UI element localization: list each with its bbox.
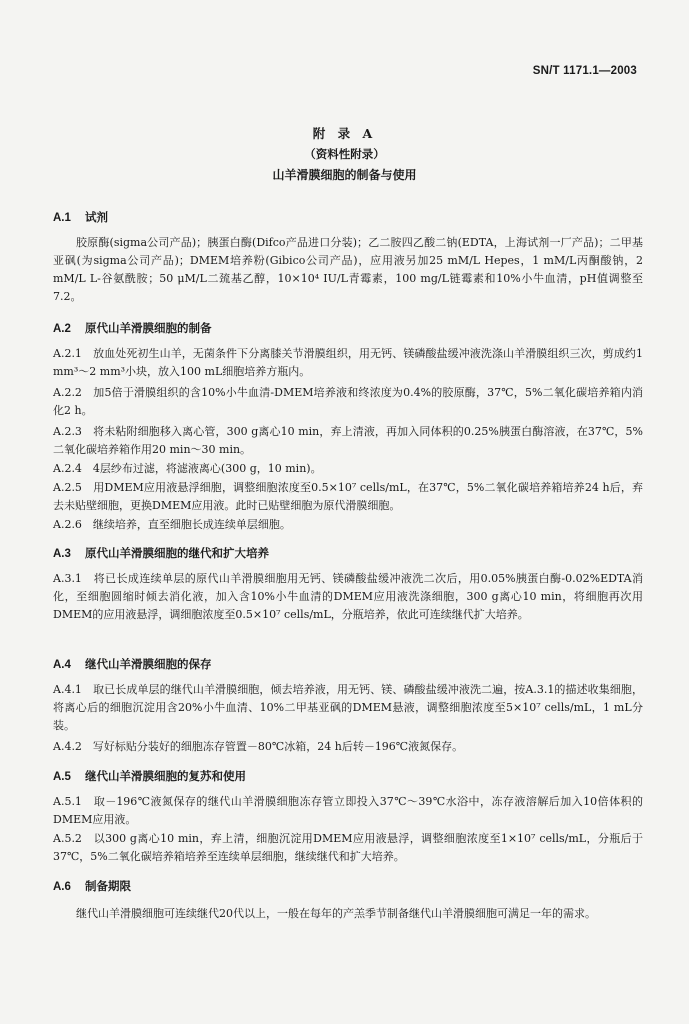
- section-heading-a5: [53, 768, 246, 784]
- paragraph-a5-2: A.5.2 以300 g离心10 min，弃上清，细胞沉淀用DMEM应用液悬浮，调整细胞浓度至1×10⁷ cells/mL，分瓶后于37℃，5%二氧化碳培养箱培养至连续单层细胞，继续继代和扩大培养。: [53, 832, 643, 863]
- section-title: 试剂: [85, 212, 108, 224]
- appendix-note: （资料性附录）: [304, 147, 385, 161]
- section-title: 继代山羊滑膜细胞的复苏和使用: [85, 771, 246, 783]
- section-number: A.4: [53, 659, 71, 671]
- paragraph-a2-4: A.2.4 4层纱布过滤，将滤液离心(300 g，10 min)。: [53, 462, 322, 475]
- section-heading-a1: [53, 209, 108, 225]
- paragraph-a6: 继代山羊滑膜细胞可连续继代20代以上，一般在每年的产羔季节制备继代山羊滑膜细胞可满足一年的需求。: [76, 907, 596, 920]
- section-title: 原代山羊滑膜细胞的继代和扩大培养: [85, 548, 269, 560]
- section-number: A.6: [53, 881, 71, 893]
- appendix-title: 山羊滑膜细胞的制备与使用: [272, 168, 417, 182]
- section-number: A.2: [53, 323, 71, 335]
- document-code: SN/T 1171.1—2003: [532, 65, 637, 77]
- paragraph-a2-3: A.2.3 将未粘附细胞移入离心管，300 g离心10 min，弃上清液，再加入同体积的0.25%胰蛋白酶溶液，在37℃，5%二氧化碳培养箱作用20 min～30 min。: [53, 425, 643, 456]
- section-heading-a6: [53, 878, 131, 894]
- paragraph-a4-2: A.4.2 写好标贴分装好的细胞冻存管置－80℃冰箱，24 h后转－196℃液氮保存。: [53, 740, 464, 753]
- paragraph-a2-2: A.2.2 加5倍于滑膜组织的含10%小牛血清-DMEM培养液和终浓度为0.4%的胶原酶，37℃，5%二氧化碳培养箱内消化2 h。: [53, 386, 643, 417]
- section-heading-a2: [53, 320, 212, 336]
- paragraph-a2-1: A.2.1 放血处死初生山羊，无菌条件下分离膝关节滑膜组织，用无钙、镁磷酸盐缓冲液洗涤山羊滑膜组织三次，剪成约1 mm³～2 mm³小块，放入100 mL细胞培养方瓶内。: [53, 347, 643, 378]
- paragraph-a2-5: A.2.5 用DMEM应用液悬浮细胞，调整细胞浓度至0.5×10⁷ cells/mL，在37℃，5%二氧化碳培养箱培养24 h后，弃去未贴壁细胞，更换DMEM应用液。此时已贴壁细胞为原代滑膜细胞。: [53, 481, 643, 512]
- paragraph-reagents: 胶原酶(sigma公司产品)；胰蛋白酶(Difco产品进口分装)；乙二胺四乙酸二钠(EDTA，上海试剂一厂产品)；二甲基亚砜(为sigma公司产品)；DMEM培养粉(Gibico公司产品)，应用液另加25 mM/L Hepes，1 mM/L丙酮酸钠，2 mM/L L-谷氨酰胺；50 μM/L二巯基乙醇，10×10⁴ IU/L青霉素，100 mg/L链霉素和10%小牛血清，pH值调整至7.2。: [53, 236, 643, 303]
- section-number: A.3: [53, 548, 71, 560]
- section-number: A.5: [53, 771, 71, 783]
- paragraph-a4-1: A.4.1 取已长成单层的继代山羊滑膜细胞，倾去培养液，用无钙、镁、磷酸盐缓冲液洗二遍，按A.3.1的描述收集细胞，将离心后的细胞沉淀用含20%小牛血清、10%二甲基亚砜的DMEM悬液，调整细胞浓度至5×10⁷ cells/mL，1 mL分装。: [53, 683, 643, 732]
- paragraph-a5-1: A.5.1 取－196℃液氮保存的继代山羊滑膜细胞冻存管立即投入37℃～39℃水浴中，冻存液溶解后加入10倍体积的DMEM应用液。: [53, 795, 643, 826]
- section-title: 制备期限: [85, 881, 131, 893]
- appendix-label: 附 录 A: [312, 126, 377, 141]
- section-title: 原代山羊滑膜细胞的制备: [85, 323, 212, 335]
- paragraph-a2-6: A.2.6 继续培养，直至细胞长成连续单层细胞。: [53, 518, 291, 531]
- paragraph-a3-1: A.3.1 将已长成连续单层的原代山羊滑膜细胞用无钙、镁磷酸盐缓冲液洗二次后，用0.05%胰蛋白酶-0.02%EDTA消化，至细胞圆缩时倾去消化液，加入含10%小牛血清的DMEM应用液洗涤细胞，300 g离心10 min，将细胞再次用DMEM的应用液悬浮，调细胞浓度至0.5×10⁷ cells/mL，分瓶培养，依此可连续继代扩大培养。: [53, 572, 643, 621]
- section-heading-a4: [53, 656, 212, 672]
- section-heading-a3: [53, 545, 269, 561]
- section-title: 继代山羊滑膜细胞的保存: [85, 659, 212, 671]
- section-number: A.1: [53, 212, 71, 224]
